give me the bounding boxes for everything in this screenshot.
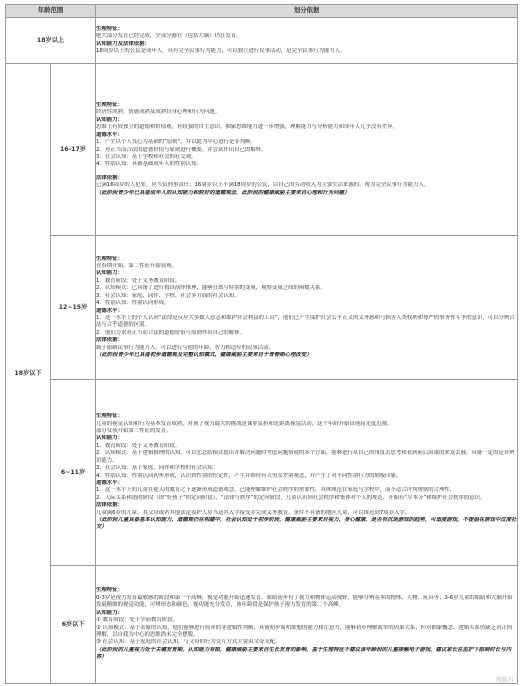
age-range-header: 年龄范围	[6, 5, 96, 18]
text-line: 儿童的视觉认知和行为基本发育成熟，对孩子视力最大的挑战是课业负担和近距离视觉活动，这个年龄开始出现屈光度近视。	[96, 420, 393, 427]
text-line: 2．他们力求对正当而合法的道德价值与原则作出自己的解释。	[96, 329, 245, 336]
section-heading: 道德水平：	[96, 307, 123, 314]
table-header-row	[6, 5, 518, 18]
section-heading: 生理特征：	[96, 102, 123, 109]
text-line: 4．性别认知：性别认同形成。	[96, 300, 170, 307]
section-heading: 道德水平：	[96, 131, 123, 138]
text-line: 绝大部分发育已经完成，少部分器官（包括大脑）仍在发育。	[96, 33, 242, 40]
text-line: 18周岁以上的公民是成年人，具有完全民事行为能力，可以独立进行民事活动，是完全民事行为能力人。	[96, 47, 346, 54]
section-heading: 认知能力：	[96, 609, 123, 616]
section-heading: 认知能力及法律依据：	[96, 40, 150, 47]
desc-cell	[96, 64, 518, 236]
section-heading: 道德水平：	[96, 479, 123, 486]
age-cell-6-11: 6~11岁	[51, 380, 96, 566]
section-heading: 生理特征：	[96, 587, 123, 594]
text-line: ② 认知模式：基于表象的认知，他们能够进行简单的非逻辑性判断，具备初步简明联想的能力和注意力，能够初步理解简单的因果关系；但对抽象概念、逻辑关系仍缺乏真正的理解，以自我为中心的思维尚未完全摆脱。	[96, 624, 513, 638]
age-cell-16-17: 16-17岁	[51, 64, 96, 236]
text-line: 3．社会认知：家庭、同伴、学校、社会多方面的社会认知。	[96, 292, 240, 299]
section-heading: 法律依据：	[96, 337, 123, 344]
age-cell-under18: 18岁以下	[6, 64, 51, 684]
text-line: ① 教育阶段：处于学前教育阶段。	[96, 617, 179, 624]
text-line: 青春期开始，第二性征开始显现。	[96, 263, 177, 270]
desc-cell	[96, 236, 518, 380]
desc-cell	[96, 18, 518, 64]
age-cell-under6: 6岁以下	[51, 566, 96, 684]
age-cell-18plus: 18岁以上	[6, 18, 96, 64]
summary-note: （此阶段青少年已具备初步道德观及完整认知模式，健康威胁主要来自于青春期心理改变）	[96, 351, 312, 358]
text-line: 已满16周岁的人犯罪，应当负刑事责任；16周岁以上不满18周岁的公民，以自己的劳动收入为主要生活来源的，视为完全民事行为能力人。	[96, 182, 430, 189]
text-line: 4．性别认知：性别认同初步形成，认识到性别的恒定性，产生并维持有关男女差别观念，并产生了对不同性别行为的刻板印象。	[96, 472, 402, 479]
watermark: 搜狐号	[495, 677, 514, 684]
section-heading: 法律依据：	[96, 502, 123, 509]
table-row	[6, 18, 518, 64]
age-cell-12-15: 12~15岁	[51, 236, 96, 380]
text-line: 3．社会认知：基于学校和社会的社交观。	[96, 153, 197, 160]
summary-note: （此阶段儿童具备基本认知能力，道德观仍在构建中，社会认知处于初步阶段，健康威胁主要来自视力、身心健康、是否有沉迷游戏的趋势，可适度游戏，不提倡在游戏中过度社交）	[96, 516, 517, 531]
age-criteria-table	[5, 4, 518, 684]
text-line: 儿童满6岁的儿童，其父母或者其他法定监护人应当送其入学接受并完成义务教育，条件不具备的地区儿童，可以推迟到7周岁入学。	[96, 509, 411, 516]
text-line: 1．产生以个人良心为基础的“原则”，并以此为中心进行是非判断。	[96, 139, 256, 146]
table-row	[6, 380, 518, 566]
summary-note: （此阶段青少年已具备成年人的认知能力和较好的道德观念，此阶段的健康威胁主要来自心理和行为问题）	[96, 189, 350, 196]
section-heading: 生理特征：	[96, 255, 123, 262]
summary-note: （此阶段的儿童视力处于关键发育期，认知能力有限，健康威胁主要来自生长发育的影响，基于生理特征不建议该年龄段的儿童接触电子游戏，建议家长在监护下限制时长与内容）	[96, 646, 512, 661]
text-line: 部分女孩开始第二性征的发育。	[96, 428, 172, 435]
section-heading: 认知能力：	[96, 116, 123, 123]
desc-cell	[96, 380, 518, 566]
table-row	[6, 64, 518, 236]
section-heading: 认知能力：	[96, 270, 123, 277]
text-line: 2．认知模式：已具备了进行假设演绎推理，能够分离与特别的变量，观察变量之间的函数关系。	[96, 285, 326, 292]
text-line: 1．教育阶段：处于义务教育阶段。	[96, 442, 181, 449]
text-line: 0-3岁是视力发育最敏感的阶段和第一个高峰，视觉功能开始迅速发育，眼睛初步有了视力和物体运动视野，能够分辨基本的物体、人物、玩具等；3-6岁儿童的眼睛和大脑开始发展精细的视觉功能，可辨形态和颜色，视功能充分发育，该年龄段是保护孩子视力发育的第二个高峰。	[96, 594, 513, 609]
table-row	[6, 236, 518, 380]
section-heading: 认知能力：	[96, 435, 123, 442]
text-line: 属于限制民事行为能力人，可以进行与他的年龄、智力相适应的民事活动。	[96, 344, 274, 351]
text-line: 3．社会认知：基于家庭、同伴和学校的社会认知。	[96, 465, 219, 472]
text-line: 2．对正当而合法的道德价值与原则进行概要，并尝试作出自己的解释。	[96, 146, 267, 153]
text-line: 1．这一水平上的个人认同“法律是反应大多数人意志和维护社会利益的工具”，他们已产生保护社会公平正义的义务感和与损害人类权利和尊严的事务作斗争的意识，可以分辨合法与合乎道德的区别。	[96, 314, 515, 329]
text-line: 2．认知模式：基于逻辑推理的认知，可以恋总结模式提出并解决问题时考虑问题情境的多个方面，能够进行从自己的角度去思考和看到前后因果的来龙去脉，具备一定的是非辨识能力。	[96, 450, 515, 464]
table-row	[6, 566, 518, 684]
text-line: 2．人际关系和谐的阶段（即“好孩子”的定向阶段），“法律与秩序”的定向阶段，儿童认识到社会秩序和集体对个人的规范，开始有“尽本分”和维护社会秩序的意识。	[96, 494, 486, 501]
text-line: 思维上有较独立的道德和价值观，有较强的自主意识，抽象思维能力进一步增强，理解能力与分析能力和成年人几乎没有差异。	[96, 124, 398, 131]
text-line: 4．性别认知：具备基础成年人的性别认知。	[96, 161, 202, 168]
text-line: 经济性成熟，情感成熟及成熟自身心理和行为问题。	[96, 109, 220, 116]
basis-header: 划分依据	[96, 5, 518, 18]
text-line: 1．这一水平上的儿童在他人的教育之下逐渐形成道德观念，已能理解维护社会秩序的重要性，具体规范在家庭与学校中，而不适合评判规则的合理性。	[96, 487, 456, 494]
desc-cell	[96, 566, 518, 684]
text-line: ③ 社会认知：基于家庭的社会认知，与父母的行为交互方式主要由父母支配。	[96, 639, 281, 646]
section-heading: 生理特征：	[96, 25, 123, 32]
text-line: 1．教育阶段：处于义务教育阶段。	[96, 277, 181, 284]
section-heading: 生理特征：	[96, 413, 123, 420]
section-heading: 法律依据：	[96, 174, 123, 181]
